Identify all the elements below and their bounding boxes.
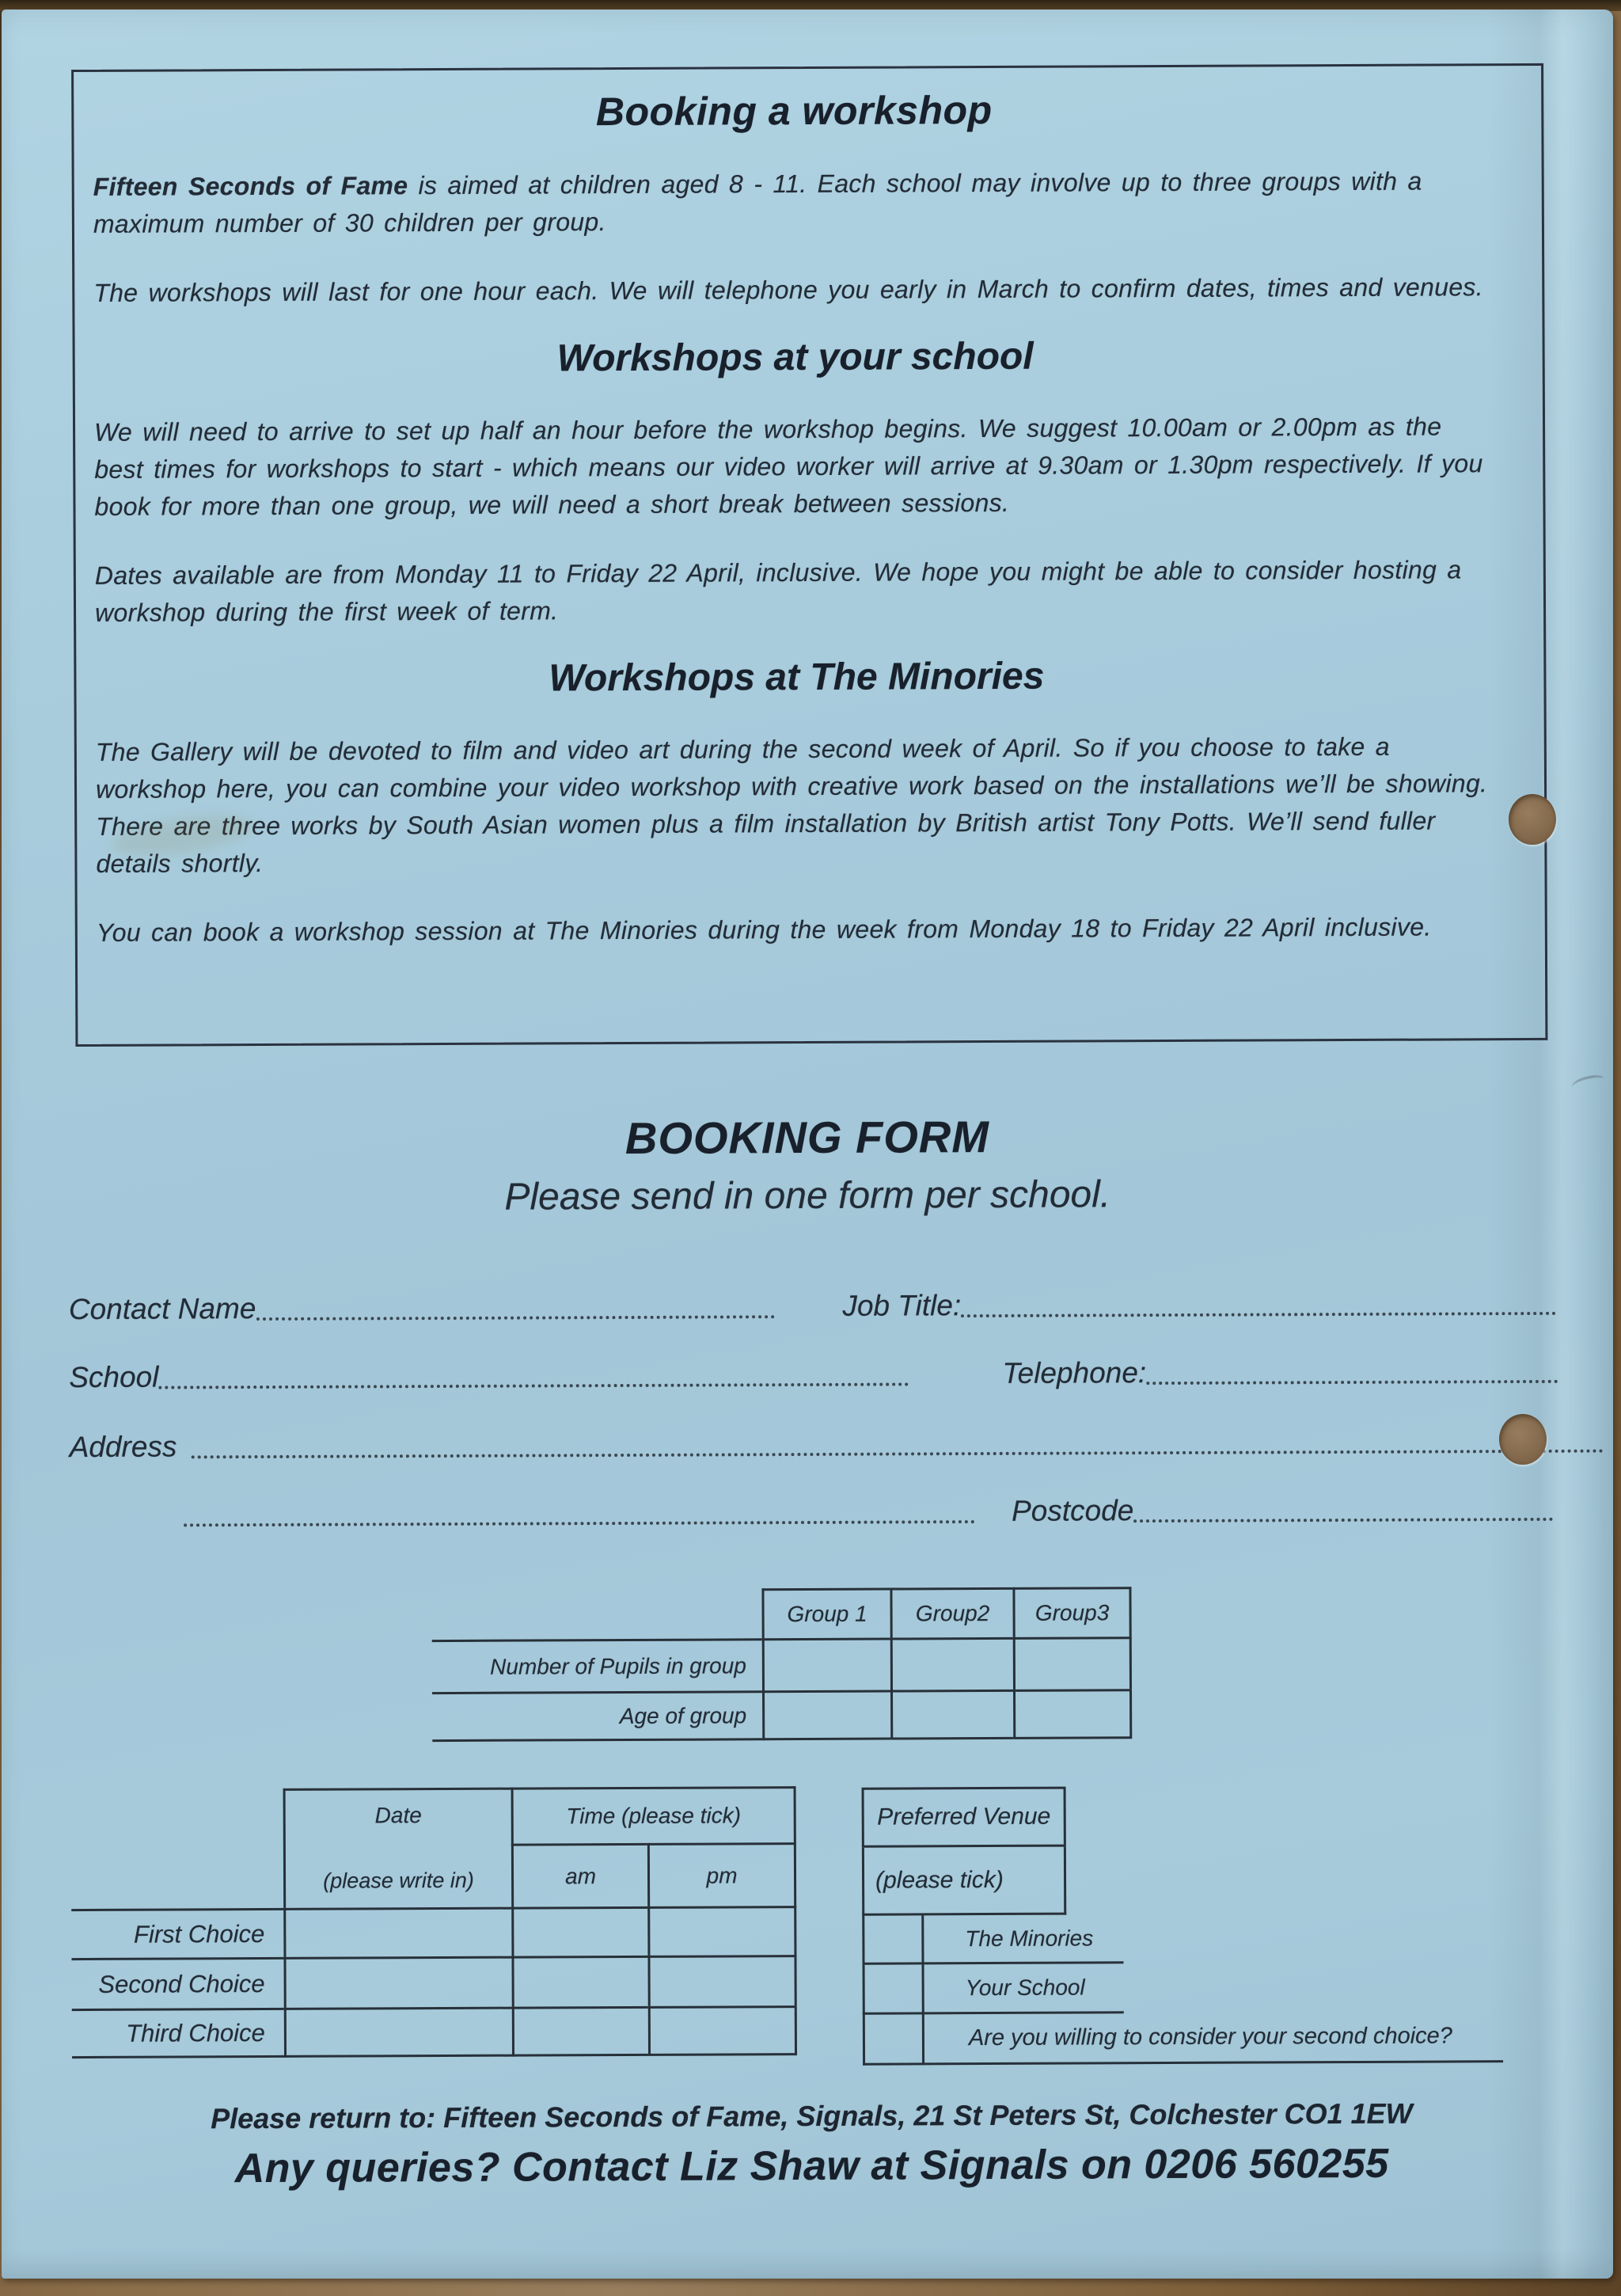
second-choice-tick-cell bbox=[863, 2014, 924, 2065]
pupils-group2-cell bbox=[890, 1637, 1013, 1690]
info-box bbox=[71, 63, 1547, 1047]
second-choice-am-cell bbox=[511, 1956, 647, 2007]
field-gap bbox=[909, 1389, 1002, 1392]
job-title-label: Job Title: bbox=[842, 1289, 962, 1322]
minories-option-label: The Minories bbox=[924, 1914, 1123, 1964]
date-header-label: Date bbox=[374, 1803, 422, 1828]
groups-table bbox=[431, 1587, 1132, 1742]
school-label: School bbox=[69, 1360, 159, 1394]
time-header-cell: Time (please tick) bbox=[511, 1786, 796, 1844]
third-choice-date-cell bbox=[284, 2007, 512, 2058]
form-row-postcode bbox=[70, 1485, 1553, 1533]
second-choice-label: Second Choice bbox=[71, 1957, 283, 2009]
booking-form-subtitle: Please send in one form per school. bbox=[504, 1173, 1111, 1218]
school-write-line bbox=[158, 1381, 909, 1389]
date-header-sub: (please write in) bbox=[323, 1868, 474, 1893]
heading-workshops-minories: Workshops at The Minories bbox=[549, 655, 1045, 700]
group3-header-cell: Group3 bbox=[1012, 1587, 1131, 1637]
paragraph-intro-text: is aimed at children aged 8 - 11. Each school may involve up to three groups with a maximum number of 30 children per group. bbox=[93, 166, 1422, 238]
pupils-group1-cell bbox=[762, 1638, 890, 1691]
group2-header-cell: Group2 bbox=[890, 1587, 1012, 1638]
pm-header-cell: pm bbox=[647, 1842, 796, 1906]
field-gap bbox=[774, 1322, 842, 1324]
booking-form-title: BOOKING FORM bbox=[624, 1111, 990, 1164]
form-row-address bbox=[70, 1417, 1604, 1465]
field-indent bbox=[70, 1530, 184, 1533]
page-content bbox=[0, 6, 1618, 2283]
heading-workshops-school: Workshops at your school bbox=[556, 335, 1034, 380]
address-write-line-2 bbox=[184, 1519, 975, 1526]
pupils-group3-cell bbox=[1013, 1636, 1132, 1690]
am-header-cell: am bbox=[511, 1843, 647, 1907]
address-write-line bbox=[191, 1448, 1604, 1459]
field-gap bbox=[177, 1462, 191, 1464]
telephone-label: Telephone: bbox=[1002, 1356, 1147, 1389]
preferred-venue-header: Preferred Venue bbox=[862, 1787, 1066, 1848]
form-row-school bbox=[69, 1348, 1558, 1395]
postcode-label: Postcode bbox=[1011, 1494, 1134, 1527]
postcode-write-line bbox=[1133, 1516, 1553, 1522]
form-row-contact bbox=[69, 1279, 1556, 1327]
age-group2-cell bbox=[890, 1690, 1013, 1740]
hole-punch-bottom bbox=[1499, 1414, 1547, 1465]
paragraph-gallery: The Gallery will be devoted to film and video art during the second week of April. So if you choose to take a workshop here, you can combine your video workshop with creative work based on the installations we’ll be showing. There are three works by South Asian women plus a film installation by British artist Tony Potts. We’ll send fuller details shortly. bbox=[95, 732, 1488, 878]
age-row-label: Age of group bbox=[432, 1690, 762, 1742]
pencil-mark bbox=[1570, 1073, 1606, 1094]
first-choice-am-cell bbox=[511, 1906, 647, 1956]
first-choice-pm-cell bbox=[647, 1906, 796, 1956]
paper-sheet bbox=[2, 10, 1613, 2279]
second-choice-pm-cell bbox=[647, 1955, 796, 2006]
project-name: Fifteen Seconds of Fame bbox=[93, 171, 408, 201]
queries-contact-line: Any queries? Contact Liz Shaw at Signals on 0206 560255 bbox=[234, 2140, 1389, 2192]
third-choice-label: Third Choice bbox=[72, 2008, 284, 2058]
booking-form-header bbox=[2, 1108, 1614, 1222]
job-title-write-line bbox=[961, 1310, 1556, 1317]
paragraph-duration: The workshops will last for one hour each. We will telephone you early in March to confirm dates, times and venues. bbox=[93, 272, 1483, 307]
paragraph-minories-dates: You can book a workshop session at The Minories during the week from Monday 18 to Friday 22 April inclusive. bbox=[96, 912, 1432, 947]
age-group3-cell bbox=[1013, 1689, 1132, 1739]
date-header-cell bbox=[283, 1788, 512, 1908]
field-gap bbox=[975, 1527, 1012, 1529]
paragraph-dates: Dates available are from Monday 11 to Friday 22 April, inclusive. We hope you might be able to consider hosting a workshop during the first week of term. bbox=[94, 555, 1462, 627]
info-box-title: Booking a workshop bbox=[595, 87, 993, 135]
please-tick-header: (please tick) bbox=[862, 1847, 1066, 1916]
pupils-row-label: Number of Pupils in group bbox=[432, 1638, 762, 1692]
first-choice-label: First Choice bbox=[71, 1908, 283, 1958]
minories-tick-cell bbox=[862, 1915, 924, 1964]
second-choice-date-cell bbox=[283, 1956, 511, 2008]
group1-header-cell: Group 1 bbox=[761, 1588, 890, 1639]
first-choice-date-cell bbox=[283, 1907, 511, 1957]
contact-name-write-line bbox=[256, 1313, 774, 1321]
telephone-write-line bbox=[1146, 1378, 1558, 1385]
schedule-table bbox=[71, 1786, 797, 2058]
your-school-option-label: Your School bbox=[924, 1963, 1124, 2014]
your-school-tick-cell bbox=[863, 1964, 924, 2014]
contact-name-label: Contact Name bbox=[68, 1292, 256, 1326]
paragraph-setup: We will need to arrive to set up half an hour before the workshop begins. We suggest 10.00am or 2.00pm as the best times for workshops to start - which means our video worker will arrive at 9.30am or 1.30pm respectively. If you book for more than one group, we will need a short break between sessions. bbox=[93, 412, 1483, 521]
venue-table bbox=[862, 1785, 1506, 2066]
address-label: Address bbox=[69, 1430, 177, 1464]
return-address-line: Please return to: Fifteen Seconds of Fame, Signals, 21 St Peters St, Colchester CO1 1EW bbox=[211, 2096, 1413, 2135]
third-choice-pm-cell bbox=[648, 2005, 797, 2056]
age-group1-cell bbox=[762, 1690, 890, 1741]
hole-punch-top bbox=[1509, 794, 1556, 845]
paragraph-intro bbox=[93, 162, 1496, 243]
second-choice-question: Are you willing to consider your second choice? bbox=[924, 2012, 1503, 2065]
third-choice-am-cell bbox=[512, 2006, 648, 2057]
